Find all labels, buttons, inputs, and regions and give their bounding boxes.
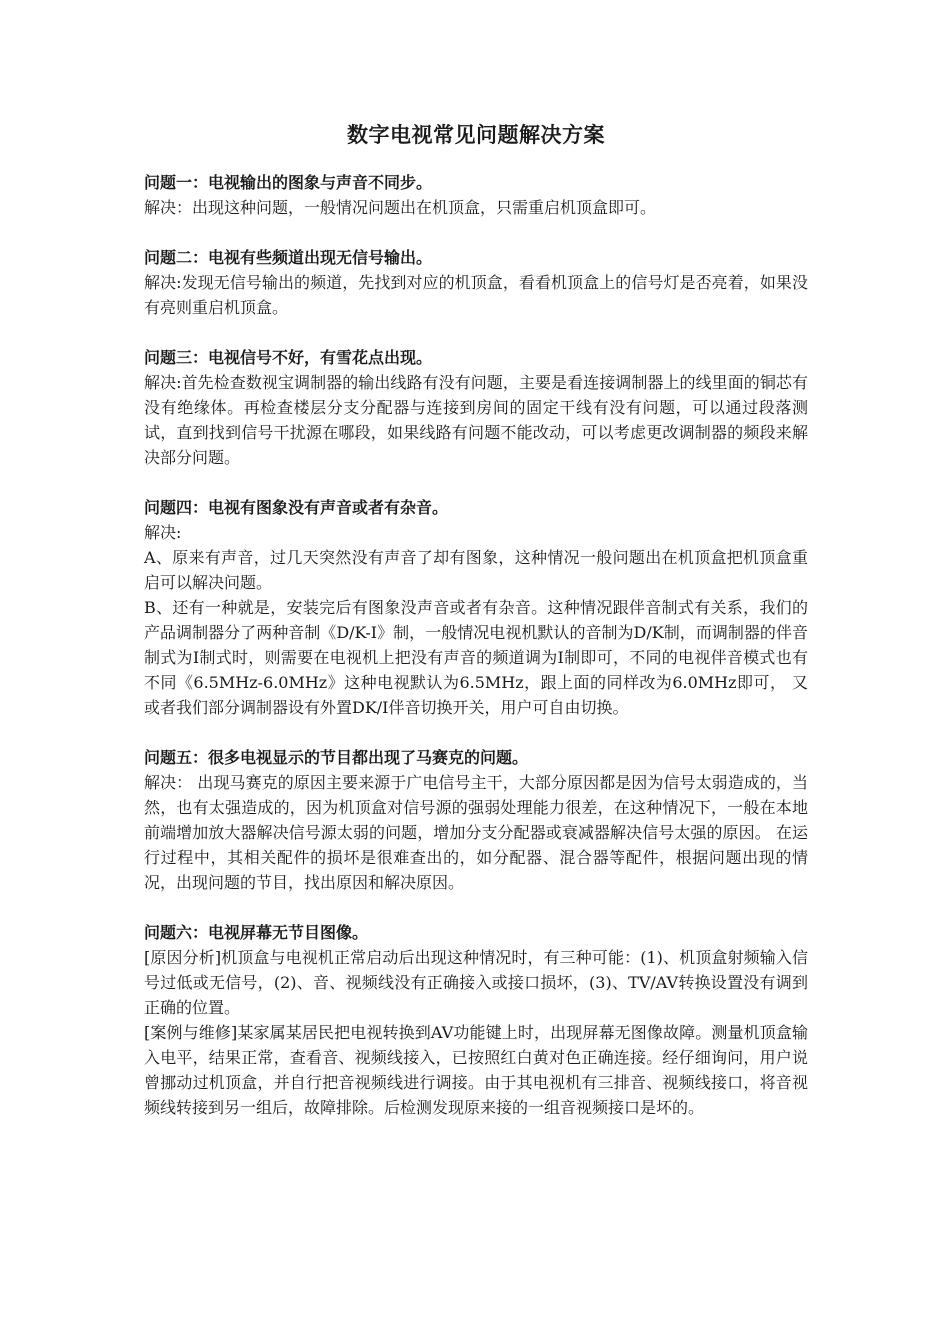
question-heading: 问题五：很多电视显示的节目都出现了马赛克的问题。 — [144, 748, 529, 767]
question-heading: 问题一：电视输出的图象与声音不同步。 — [144, 173, 433, 192]
faq-section-1 — [144, 170, 808, 220]
faq-section-6 — [144, 920, 808, 1120]
document-page — [144, 118, 808, 1145]
answer-paragraph: 解决： 出现马赛克的原因主要来源于广电信号主干，大部分原因都是因为信号太弱造成的，当然，也有太强造成的，因为机顶盒对信号源的强弱处理能力很差，在这种情况下，一般在本地前端增加放大器解决信号源太弱的问题，增加分支分配器或衰减器解决信号太强的原因。 在运行过程中，其相关配件的损坏是很难查出的，如分配器、混合器等配件，根据问题出现的情况，出现问题的节目，找出原因和解决原因。 — [144, 773, 808, 892]
faq-section-4 — [144, 495, 808, 720]
answer-paragraph: 解决：出现这种问题，一般情况问题出在机顶盒，只需重启机顶盒即可。 — [144, 198, 657, 217]
question-heading: 问题六：电视屏幕无节目图像。 — [144, 923, 369, 942]
faq-section-5 — [144, 745, 808, 895]
answer-paragraph: 解决:发现无信号输出的频道，先找到对应的机顶盒，看看机顶盒上的信号灯是否亮着，如果没有亮则重启机顶盒。 — [144, 273, 808, 317]
answer-paragraph: 解决:首先检查数视宝调制器的输出线路有没有问题，主要是看连接调制器上的线里面的铜芯有没有绝缘体。再检查楼层分支分配器与连接到房间的固定干线有没有问题，可以通过段落测试，直到找到信号干扰源在哪段，如果线路有问题不能改动，可以考虑更改调制器的频段来解决部分问题。 — [144, 373, 808, 467]
answer-paragraph-a: A、原来有声音，过几天突然没有声音了却有图象，这种情况一般问题出在机顶盒把机顶盒重启可以解决问题。 — [144, 548, 808, 592]
question-heading: 问题四：电视有图象没有声音或者有杂音。 — [144, 498, 449, 517]
answer-paragraph-b: B、还有一种就是，安装完后有图象没声音或者有杂音。这种情况跟伴音制式有关系，我们的产品调制器分了两种音制《D/K-I》制，一般情况电视机默认的音制为D/K制，而调制器的伴音制式为I制式时，则需要在电视机上把没有声音的频道调为I制即可，不同的电视伴音模式也有不同《6.5MHz-6.0MHz》这种电视默认为6.5MHz，跟上面的同样改为6.0MHz即可， 又或者我们部分调制器设有外置DK/I伴音切换开关，用户可自由切换。 — [144, 598, 808, 717]
faq-section-3 — [144, 345, 808, 470]
question-heading: 问题三：电视信号不好，有雪花点出现。 — [144, 348, 433, 367]
document-title: 数字电视常见问题解决方案 — [347, 123, 605, 147]
cause-analysis-paragraph: [原因分析]机顶盒与电视机正常启动后出现这种情况时，有三种可能：(1)、机顶盒射频输入信号过低或无信号，(2)、音、视频线没有正确接入或接口损坏，(3)、TV/AV转换设置没有调到正确的位置。 — [144, 948, 808, 1017]
answer-label: 解决: — [144, 523, 182, 542]
faq-section-2 — [144, 245, 808, 320]
question-heading: 问题二：电视有些频道出现无信号输出。 — [144, 248, 433, 267]
case-repair-paragraph: [案例与维修]某家属某居民把电视转换到AV功能键上时，出现屏幕无图像故障。测量机顶盒输入电平，结果正常，查看音、视频线接入，已按照红白黄对色正确连接。经仔细询问，用户说曾挪动过机顶盒，并自行把音视频线进行调接。由于其电视机有三排音、视频线接口，将音视频线转接到另一组后，故障排除。后检测发现原来接的一组音视频接口是坏的。 — [144, 1023, 808, 1117]
